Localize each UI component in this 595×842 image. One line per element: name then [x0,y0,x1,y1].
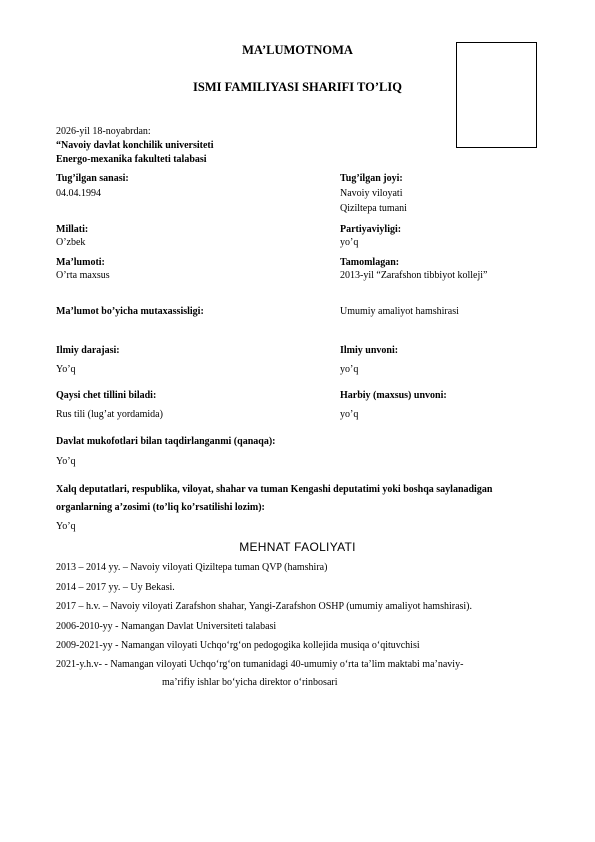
military-value: yo’q [340,409,359,420]
specialty-value: Umumiy amaliyot hamshirasi [340,306,459,317]
specialty-label: Ma’lumot bo’yicha mutaxassisligi: [56,306,204,317]
deputy-value: Yo’q [56,521,76,532]
awards-value: Yo’q [56,456,76,467]
nationality-label: Millati: [56,224,89,235]
nationality-value: O’zbek [56,237,86,248]
birth-date-label: Tug’ilgan sanasi: [56,173,129,184]
work-entry: 2006-2010-yy - Namangan Davlat Universiteti talabasi [56,621,277,632]
document-subtitle: ISMI FAMILIYASI SHARIFI TO’LIQ [193,80,402,94]
faculty-line: Energo-mexanika fakulteti talabasi [56,154,207,165]
military-label: Harbiy (maxsus) unvoni: [340,390,447,401]
work-entry: 2017 – h.v. – Navoiy viloyati Zarafshon shahar, Yangi-Zarafshon OSHP (umumiy amaliyot hamshirasi). [56,601,473,612]
awards-label: Davlat mukofotlari bilan taqdirlanganmi (qanaqa): [56,436,276,447]
work-heading: MEHNAT FAOLIYATI [239,540,356,554]
graduated-label: Tamomlagan: [340,257,400,268]
languages-value: Rus tili (lug’at yordamida) [56,409,163,420]
university-line: “Navoiy davlat konchilik universiteti [56,140,214,151]
document-title: MA’LUMOTNOMA [242,43,353,57]
deputy-label-2: organlarning a’zosimi (to’liq ko’rsatilishi lozim): [56,502,265,513]
work-entry-continuation: ma’rifiy ishlar bo‘yicha direktor o‘rinbosari [162,677,338,688]
work-entry: 2009-2021-yy - Namangan viloyati Uchqo‘rg‘on pedogogika kollejida musiqa o‘qituvchisi [56,640,420,651]
deputy-label-1: Xalq deputatlari, respublika, viloyat, shahar va tuman Kengashi deputatimi yoki boshqa saylanadigan [56,484,493,495]
work-entry: 2021-y.h.v- - Namangan viloyati Uchqo‘rg‘on tumanidagi 40-umumiy o‘rta ta’lim maktabi ma’naviy- [56,659,464,670]
birth-place-value-1: Navoiy viloyati [340,188,403,199]
party-value: yo’q [340,237,359,248]
birth-place-value-2: Qiziltepa tumani [340,203,407,214]
academic-title-value: yo’q [340,364,359,375]
languages-label: Qaysi chet tillini biladi: [56,390,157,401]
degree-value: Yo’q [56,364,76,375]
education-label: Ma’lumoti: [56,257,105,268]
photo-placeholder [456,42,537,148]
education-value: O’rta maxsus [56,270,110,281]
work-entry: 2013 – 2014 yy. – Navoiy viloyati Qiziltepa tuman QVP (hamshira) [56,562,328,573]
academic-title-label: Ilmiy unvoni: [340,345,399,356]
work-entry: 2014 – 2017 yy. – Uy Bekasi. [56,582,175,593]
graduated-value: 2013-yil “Zarafshon tibbiyot kolleji” [340,270,488,281]
birth-place-label: Tug’ilgan joyi: [340,173,403,184]
date-line: 2026-yil 18-noyabrdan: [56,126,151,137]
party-label: Partiyaviyligi: [340,224,402,235]
degree-label: Ilmiy darajasi: [56,345,120,356]
birth-date-value: 04.04.1994 [56,188,101,199]
